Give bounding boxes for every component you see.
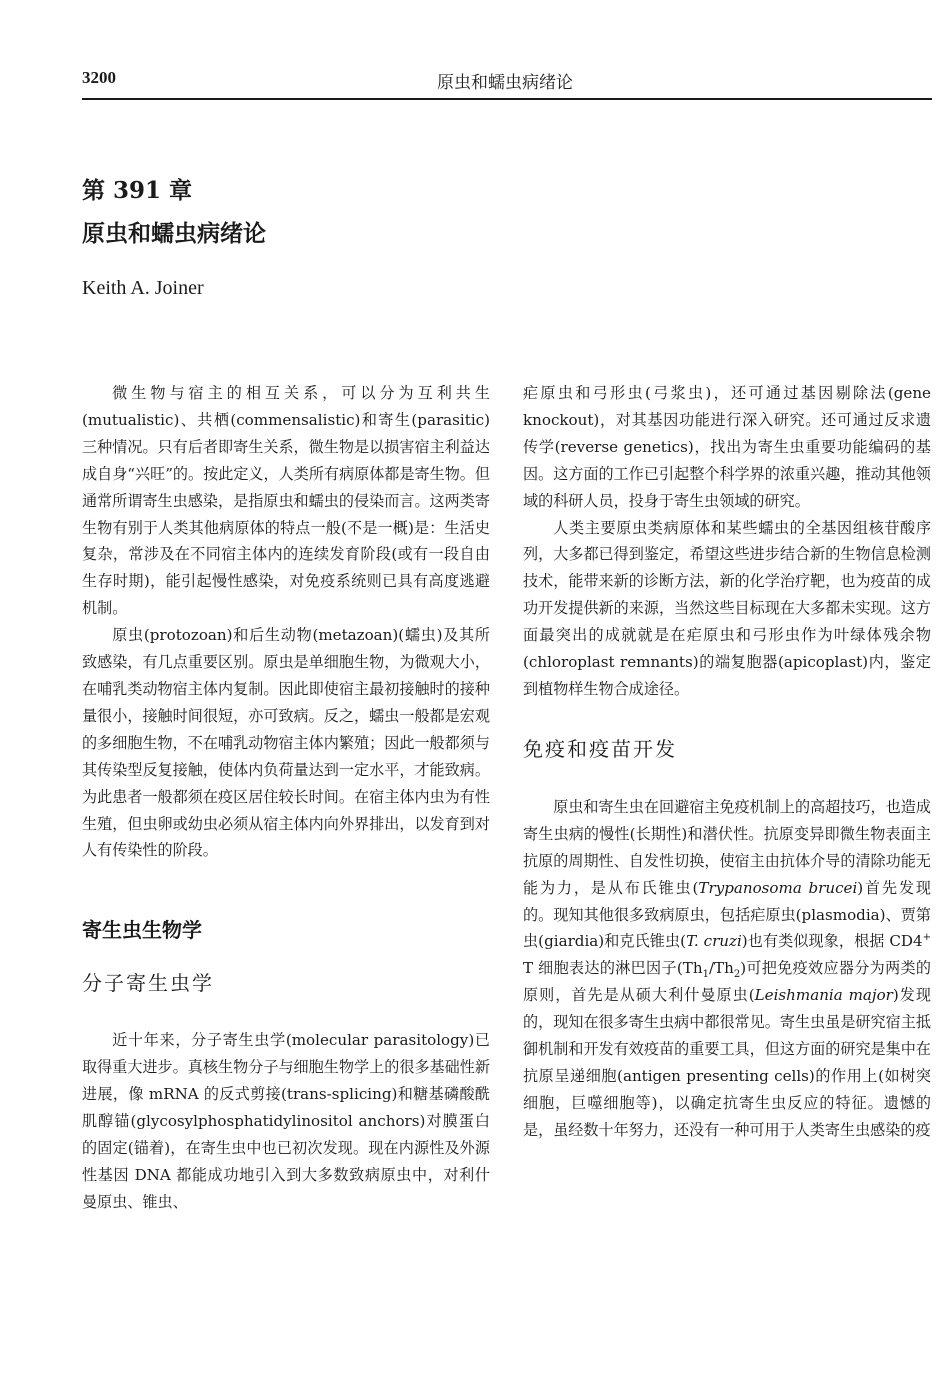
genome-paragraph: 人类主要原虫类病原体和某些蠕虫的全基因组核苷酸序列，大多都已得到鉴定，希望这些进步结合新的生物信息检测技术，能带来新的诊断方法，新的化学治疗靶，也为疫苗的成功开发提供新的来源，当然这些目标现在大多都未实现。这方面最突出的成就就是在疟原虫和弓形虫作为叶绿体残余物(chloroplast remnants)的端复胞器(apicoplast)内，鉴定到植物样生物合成途径。 xyxy=(523,518,931,698)
immunity-heading: 免疫和疫苗开发 xyxy=(523,736,677,761)
species-name: Leishmania major xyxy=(754,986,893,1005)
section-heading: 寄生虫生物学 xyxy=(82,918,202,943)
subsection-heading: 分子寄生虫学 xyxy=(82,971,214,996)
chapter-number: 第 391 章 xyxy=(82,177,193,204)
molecular-paragraph: 近十年来，分子寄生虫学(molecular parasitology)已取得重大进步。真核生物分子与细胞生物学上的很多基础性新进展，像 mRNA 的反式剪接(trans-splicing)和糖基磷酸酰肌醇锚(glycosylphosphatidylinositol anchors)对膜蛋白的固定(锚着)，在寄生虫中也已初次发现。现在内源性及外源性基因 DNA 都能成功地引入到大多数致病原虫中，对利什曼原虫、锥虫、 xyxy=(82,1031,490,1211)
page-number: 3200 xyxy=(82,68,116,87)
species-name: Trypanosoma brucei xyxy=(698,878,858,897)
left-column xyxy=(82,380,490,1216)
immunity-paragraph: 原虫和寄生虫在回避宿主免疫机制上的高超技巧，也造成寄生虫病的慢性(长期性)和潜伏性。抗原变异即微生物表面主抗原的周期性、自发性切换，使宿主由抗体介导的清除功能无能为力，是从布氏锥虫(Trypanosoma brucei)首先发现的。现知其他很多致病原虫，包括疟原虫(plasmodia)、贾第虫(giardia)和克氏锥虫(T. cruzi)也有类似现象，根据 CD4+ T 细胞表达的淋巴因子$(Th_1/Th_2)$可把免疫效应器分为两类的原则，首先是从硕大利什曼原虫(Leishmania major)发现的，现知在很多寄生虫病中都很常见。寄生虫虽是研究宿主抵御机制和开发有效疫苗的重要工具，但这方面的研究是集中在抗原呈递细胞(antigen presenting cells)的作用上(如树突细胞，巨噬细胞等)，以确定抗寄生虫反应的特征。遗憾的是，虽经数十年努力，还没有一种可用于人类寄生虫感染的疫 xyxy=(523,797,932,1139)
continuation-paragraph: 疟原虫和弓形虫(弓浆虫)，还可通过基因剔除法(gene knockout)，对其基因功能进行深入研究。还可通过反求遗传学(reverse genetics)，找出为寄生虫重要功能编码的基因。这方面的工作已引起整个科学界的浓重兴趣，推动其他领域的科研人员，投身于寄生虫领域的研究。 xyxy=(523,384,931,510)
running-title: 原虫和蠕虫病绪论 xyxy=(437,73,573,93)
page-header xyxy=(82,66,932,100)
chapter-title: 原虫和蠕虫病绪论 xyxy=(82,220,266,247)
species-name: T. cruzi xyxy=(686,932,742,951)
intro-paragraph-1: 微生物与宿主的相互关系，可以分为互利共生(mutualistic)、共栖(commensalistic)和寄生(parasitic)三种情况。只有后者即寄生关系，微生物是以损害宿主利益达成自身“兴旺”的。按此定义，人类所有病原体都是寄生物。但通常所谓寄生虫感染，是指原虫和蠕虫的侵染而言。这两类寄生物有别于人类其他病原体的特点一般(不是一概)是：生活史复杂，常涉及在不同宿主体内的连续发育阶段(或有一段自由生存时期)，能引起慢性感染，对免疫系统则已具有高度逃避机制。 xyxy=(82,384,490,618)
intro-paragraph-2: 原虫(protozoan)和后生动物(metazoan)(蠕虫)及其所致感染，有几点重要区别。原虫是单细胞生物，为微观大小，在哺乳类动物宿主体内复制。因此即使宿主最初接触时的接种量很小，接触时间很短，亦可致病。反之，蠕虫一般都是宏观的多细胞生物，不在哺乳动物宿主体内繁殖；因此一般都须与其传染型反复接触，使体内负荷量达到一定水平，才能致病。为此患者一般都须在疫区居住较长时间。在宿主体内虫为有性生殖，但虫卵或幼虫必须从宿主体内向外界排出，以发育到对人有传染性的阶段。 xyxy=(82,626,490,860)
author-name: Keith A. Joiner xyxy=(82,277,204,299)
right-column xyxy=(523,380,931,1144)
